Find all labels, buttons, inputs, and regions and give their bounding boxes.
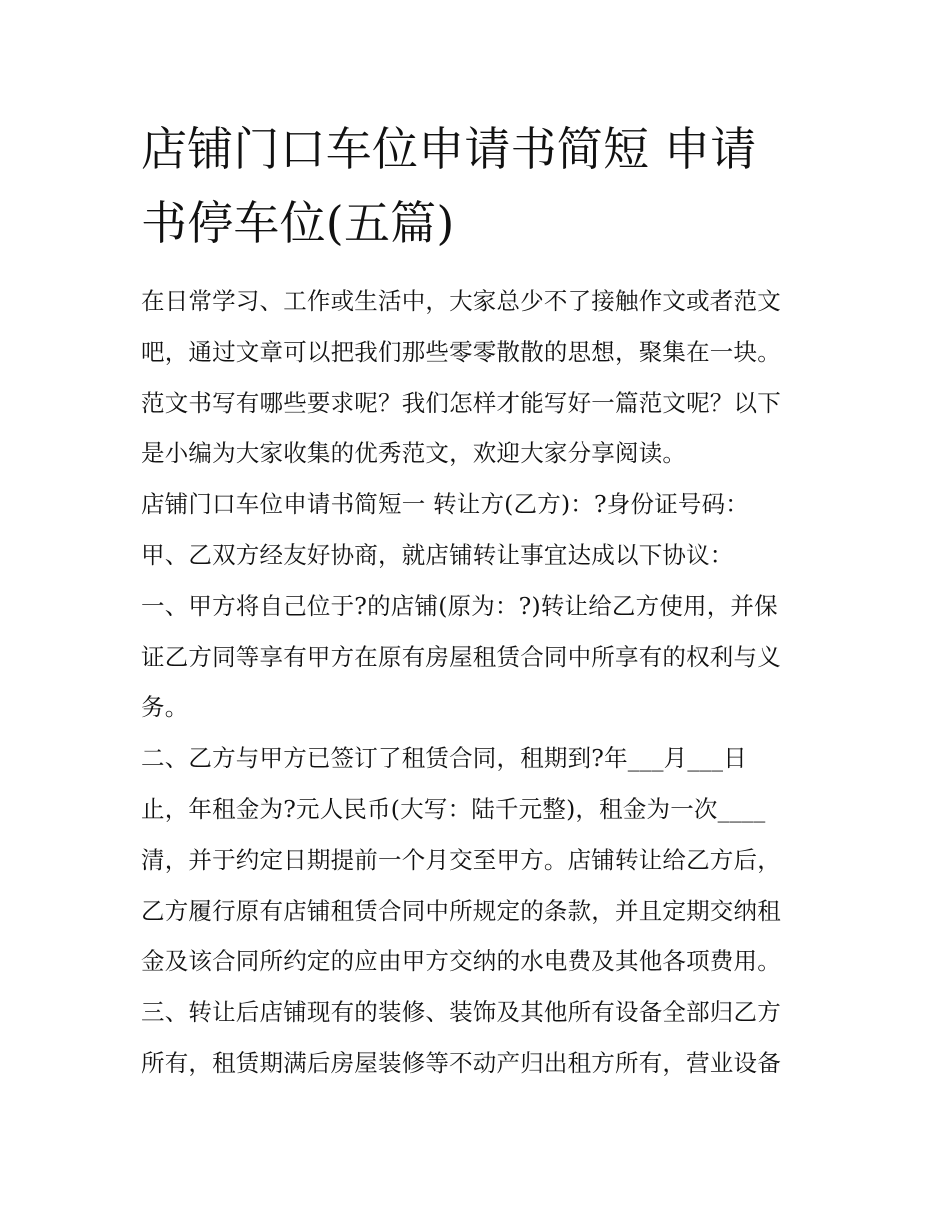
body-line: 在日常学习、工作或生活中，大家总少不了接触作文或者范文 [141, 287, 781, 315]
body-line: 止，年租金为?元人民币(大写：陆千元整)，租金为一次____ [141, 794, 766, 823]
body-line: 证乙方同等享有甲方在原有房屋租赁合同中所享有的权利与义 [141, 642, 781, 671]
title-line: 店铺门口车位申请书简短 申请 [141, 122, 757, 176]
body-line: 范文书写有哪些要求呢？我们怎样才能写好一篇范文呢？以下 [141, 388, 781, 417]
body-line: 所有，租赁期满后房屋装修等不动产归出租方所有，营业设备 [141, 1048, 781, 1077]
body-line: 乙方履行原有店铺租赁合同中所规定的条款，并且定期交纳租 [141, 896, 781, 925]
body-line: 清，并于约定日期提前一个月交至甲方。店铺转让给乙方后， [141, 845, 781, 874]
body-line: 二、乙方与甲方已签订了租赁合同，租期到?年___月___日 [141, 744, 747, 773]
body-line: 吧，通过文章可以把我们那些零零散散的思想，聚集在一块。 [141, 337, 781, 366]
body-line: 是小编为大家收集的优秀范文，欢迎大家分享阅读。 [141, 439, 687, 468]
title-line: 书停车位(五篇) [141, 196, 455, 250]
body-line: 甲、乙双方经友好协商，就店铺转让事宜达成以下协议： [141, 540, 734, 569]
document-body [141, 276, 821, 1089]
document-title [141, 112, 821, 260]
body-line: 店铺门口车位申请书简短一 转让方(乙方)：?身份证号码： [141, 490, 750, 519]
body-line: 金及该合同所约定的应由甲方交纳的水电费及其他各项费用。 [141, 947, 781, 976]
body-line: 务。 [141, 693, 189, 722]
body-line: 一、甲方将自己位于?的店铺(原为：?)转让给乙方使用，并保 [141, 591, 778, 620]
body-line: 三、转让后店铺现有的装修、装饰及其他所有设备全部归乙方 [141, 998, 781, 1027]
